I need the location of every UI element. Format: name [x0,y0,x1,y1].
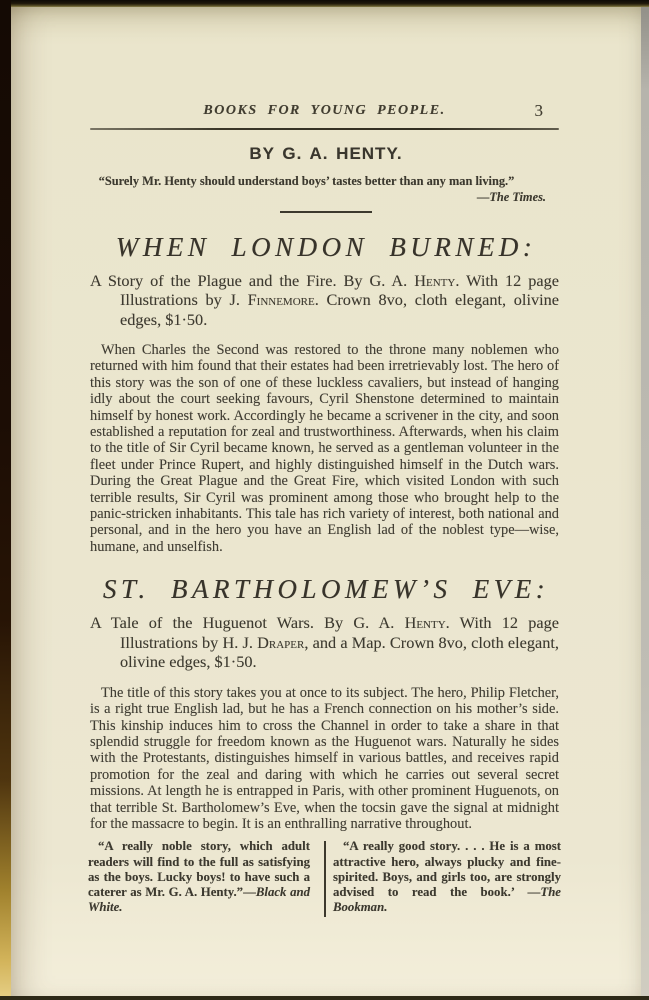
page-number: 3 [534,101,543,120]
book-imprint: A Story of the Plague and the Fire. By G. A. Henty. With 12 page Illustrations by J. Finnemore. Crown 8vo, cloth elegant, olivine edges, $1·50. [90,270,560,329]
book-imprint: A Tale of the Huguenot Wars. By G. A. Henty. With 12 page Illustrations by H. J. Draper, and a Map. Crown 8vo, cloth elegant, olivine edges, $1·50. [90,613,560,672]
review-source: Black and White. [88,885,310,915]
book-title: WHEN LONDON BURNED: [115,231,537,262]
book-description: When Charles the Second was restored to the throne many noblemen who returned with him found that their estates had been irretrievably lost. The hero of this story was the son of one of these luckless cavaliers, but instead of hanging idly about the court seeking favours, Cyril Shenstone determined to maintain himself by honest work. Accordingly he became a scrivener in the city, and soon established a reputation for zeal and trustworthiness. Afterwards, when his claim to the title of Sir Cyril became known, he served as a gentleman volunteer in the fleet under Prince Rupert, and highly distinguished himself in the Dutch wars. During the Great Plague and the Great Fire, which visited London with such terrible results, Sir Cyril was prominent among those who brought help to the panic-stricken inhabitants. This tale has rich variety of interest, both national and personal, and in the hero you have an English lad of the noblest type—wise, humane, and unselfish. [90,342,559,555]
book-description: The title of this story takes you at once to its subject. The hero, Philip Fletcher, is a right true English lad, but he has a French connection on his mother’s side. This kinship induces him to cross the Channel in order to take a share in that splendid struggle for freedom known as the Huguenot wars. Naturally he sides with the Protestants, distinguishes himself in various battles, and receives rapid promotion for the zeal and daring with which he carries out several secret missions. At length he is entrapped in Paris, with other prominent Huguenots, on that terrible St. Bartholomew’s Eve, when the tocsin gave the signal at midnight for the massacre to begin. It is an enthralling narrative throughout. [90,684,559,833]
endorsement-text: “Surely Mr. Henty should understand boys’ tastes better than any man living.” [98,174,515,188]
review-quote-right [326,839,561,915]
book-binding-edge [0,0,11,1000]
review-text: “A really good story. . . . He is a most attractive hero, always plucky and fine-spirited. Boys, and girls too, are strongly advised to read the book.’ [333,839,561,900]
review-text: “A really noble story, which adult readers will find to the full as satisfying as the boys. Lucky boys! to have such a caterer as Mr. G. A. Henty.”— [88,839,310,900]
divider-rule [280,211,372,213]
scan-edge-right [641,0,649,1000]
scan-edge-top [0,0,649,7]
scan-edge-bottom [0,996,649,1000]
book-section-when-london-burned [10,232,642,556]
endorsement-quote [67,173,546,205]
running-head [90,103,559,119]
book-page-paper [10,6,642,997]
running-head-title: BOOKS FOR YOUNG PEOPLE. [203,103,446,118]
press-reviews [88,839,561,917]
book-section-st-bartholomews-eve [10,574,642,832]
author-byline: BY G. A. HENTY. [249,144,403,163]
header-rule [90,128,559,130]
book-title: ST. BARTHOLOMEW’S EVE: [102,574,550,605]
endorsement-attribution: —The Times. [476,190,546,204]
review-source: —The Bookman. [333,885,561,915]
review-quote-left [88,839,324,915]
